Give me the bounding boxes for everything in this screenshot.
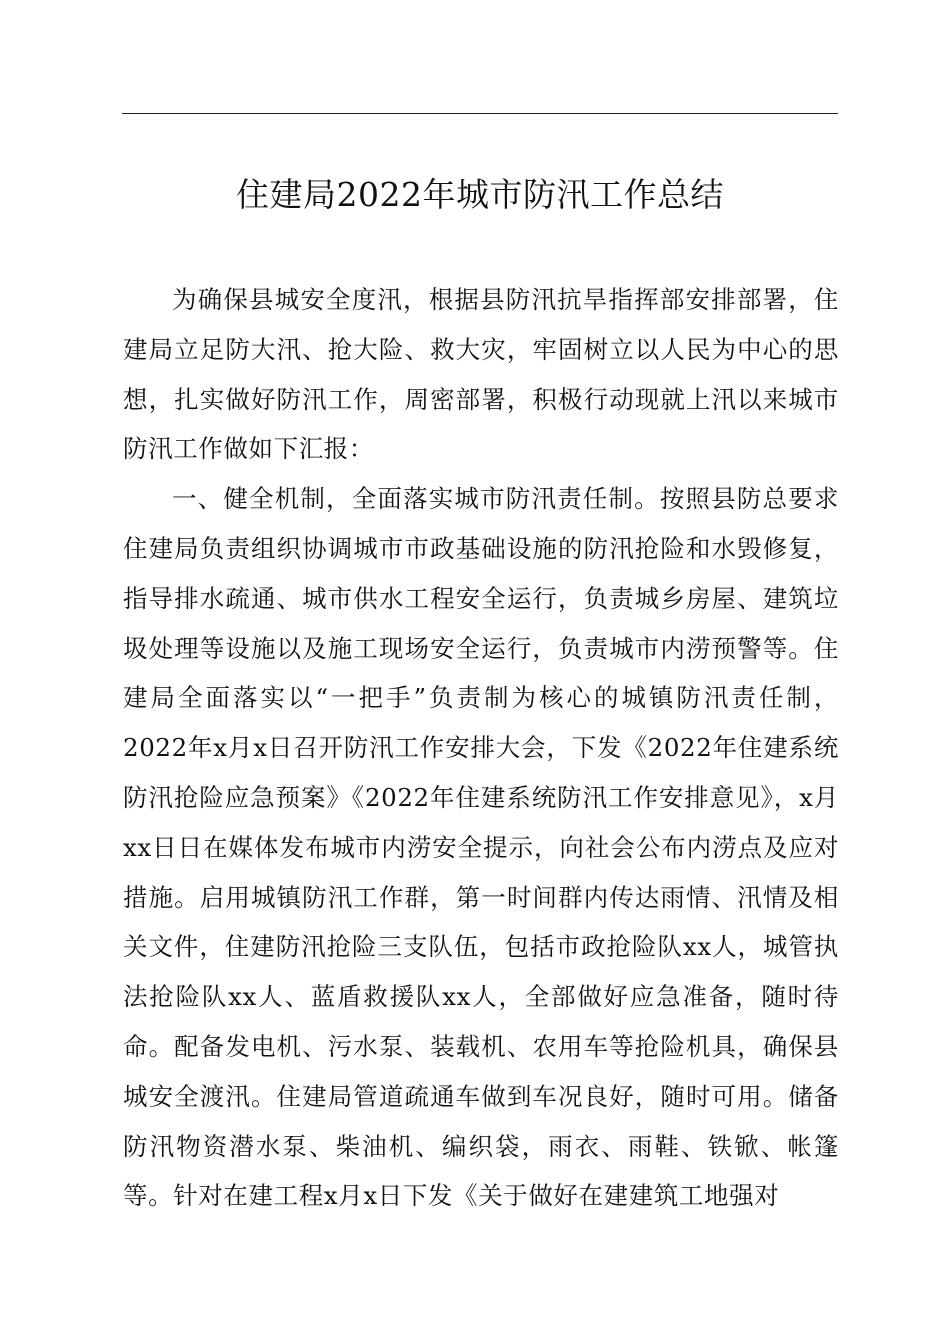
document-body (123, 275, 839, 1221)
document-title: 住建局2022年城市防汛工作总结 (236, 175, 724, 214)
paragraph-intro: 为确保县城安全度汛，根据县防汛抗旱指挥部安排部署，住建局立足防大汛、抢大险、救大灾，牢固树立以人民为中心的思想，扎实做好防汛工作，周密部署，积极行动现就上汛以来城市防汛工作做如下汇报： (123, 285, 839, 464)
header-rule (122, 113, 838, 114)
paragraph-section-1: 一、健全机制，全面落实城市防汛责任制。按照县防总要求住建局负责组织协调城市市政基础设施的防汛抢险和水毁修复，指导排水疏通、城市供水工程安全运行，负责城乡房屋、建筑垃圾处理等设施以及施工现场安全运行，负责城市内涝预警等。住建局全面落实以“一把手”负责制为核心的城镇防汛责任制，2022年x月x日召开防汛工作安排大会，下发《2022年住建系统防汛抢险应急预案》《2022年住建系统防汛工作安排意见》，x月xx日日在媒体发布城市内涝安全提示，向社会公布内涝点及应对措施。启用城镇防汛工作群，第一时间群内传达雨情、汛情及相关文件，住建防汛抢险三支队伍，包括市政抢险队xx人，城管执法抢险队xx人、蓝盾救援队xx人，全部做好应急准备，随时待命。配备发电机、污水泵、装载机、农用车等抢险机具，确保县城安全渡汛。住建局管道疏通车做到车况良好，随时可用。储备防汛物资潜水泵、柴油机、编织袋，雨衣、雨鞋、铁锨、帐篷等。针对在建工程x月x日下发《关于做好在建建筑工地强对 (123, 484, 839, 1211)
